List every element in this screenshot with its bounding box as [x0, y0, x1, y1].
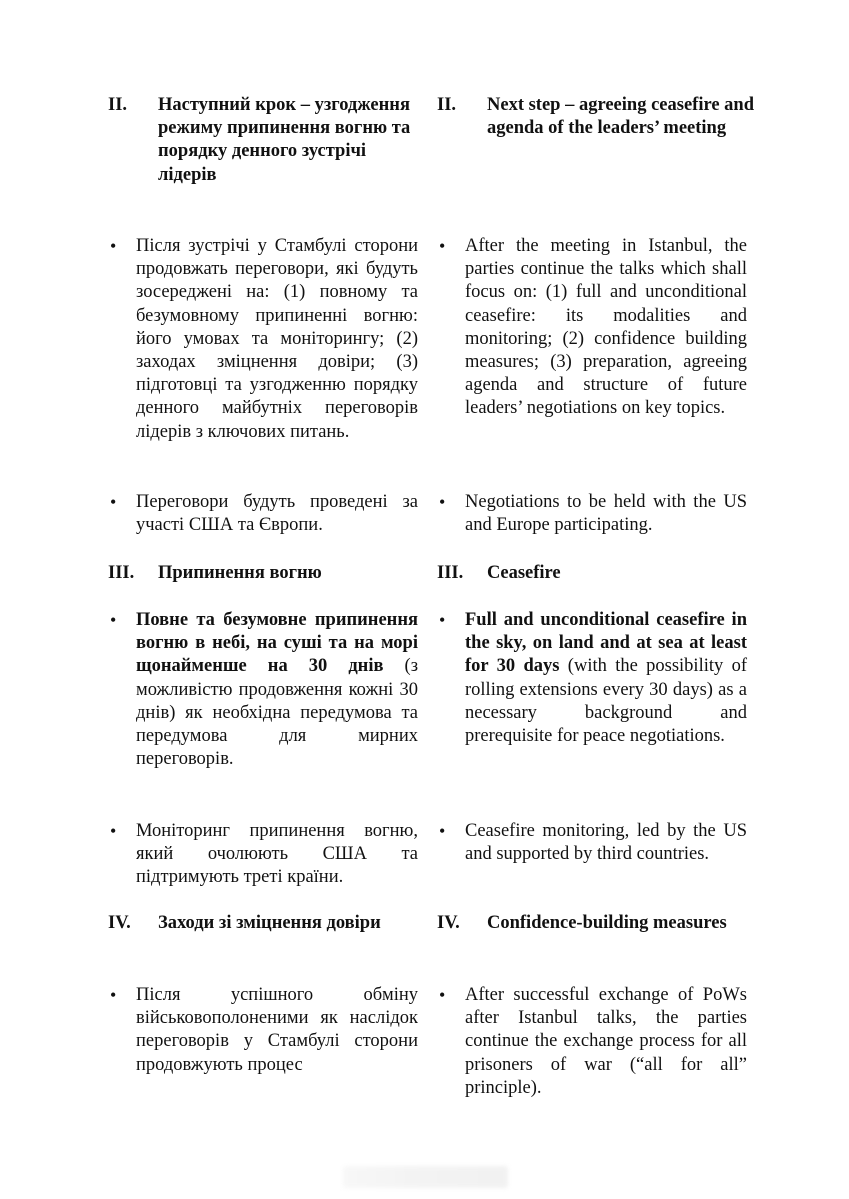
- section-heading-en-3: [437, 562, 757, 585]
- paragraph: After the meeting in Istanbul, the parties continue the talks which shall focus on: (1) full and unconditional ceasefire: its modalities and monitoring; (2) confidence building measures; (3) preparation, agreeing agenda and structure of future leaders’ negotiations on key topics.: [465, 236, 747, 419]
- section-number: II.: [437, 95, 457, 115]
- bold-text: Full and unconditional ceasefire in the sky, on land and at sea at least for 30 days: [465, 610, 747, 677]
- section-heading-en-2: [437, 94, 757, 140]
- paragraph: [465, 609, 747, 748]
- list-item: [108, 491, 418, 537]
- section-title: Припинення вогню: [158, 563, 322, 583]
- list-item: [437, 235, 747, 421]
- list-item: [437, 609, 747, 748]
- section-number: III.: [108, 563, 135, 583]
- bullet-icon: •: [439, 985, 446, 1005]
- list-item: [437, 984, 747, 1100]
- paragraph: Переговори будуть проведені за участі США та Європи.: [136, 492, 418, 536]
- paragraph: Після успішного обміну військовополоненими як наслідок переговорів у Стамбулі сторони продовжують процес: [136, 985, 418, 1075]
- section-heading-ua-4: [108, 912, 428, 935]
- section-title: Заходи зі зміцнення довіри: [158, 913, 381, 933]
- bold-text: Повне та безумовне припинення вогню в небі, на суші та на морі щонайменше на 30 днів: [136, 610, 418, 677]
- bullet-icon: •: [110, 610, 117, 630]
- bullet-icon: •: [439, 610, 446, 630]
- paragraph: Після зустрічі у Стамбулі сторони продовжать переговори, які будуть зосереджені на: (1) повному та безумовному припиненні вогню: його умовах та моніторингу; (2) заходах зміцнення довіри; (3) підготовці та узгодженню порядку денного майбутніх переговорів лідерів з ключових питань.: [136, 236, 418, 442]
- section-title: Next step – agreeing ceasefire and agenda of the leaders’ meeting: [487, 95, 754, 139]
- list-item: [437, 491, 747, 537]
- bullet-icon: •: [110, 985, 117, 1005]
- paragraph: Negotiations to be held with the US and Europe participating.: [465, 492, 747, 536]
- bullet-icon: •: [439, 236, 446, 256]
- regular-text: (з можливістю продовження кожні 30 днів) як необхідна передумова та передумова для мирних переговорів.: [136, 656, 419, 770]
- bullet-icon: •: [439, 821, 446, 841]
- paragraph: Моніторинг припинення вогню, який очолюють США та підтримують треті країни.: [136, 821, 418, 888]
- section-heading-ua-2: [108, 94, 428, 187]
- regular-text: (with the possibility of rolling extensions every 30 days) as a necessary background and prerequisite for peace negotiations.: [465, 656, 747, 747]
- bullet-icon: •: [439, 492, 446, 512]
- list-item: [108, 609, 418, 771]
- section-heading-ua-3: [108, 562, 428, 585]
- section-number: III.: [437, 563, 464, 583]
- list-item: [437, 820, 747, 866]
- list-item: [108, 235, 418, 444]
- list-item: [108, 984, 418, 1077]
- section-title: Confidence-building measures: [487, 913, 727, 933]
- paragraph: [136, 609, 418, 771]
- list-item: [108, 820, 418, 890]
- section-title: Наступний крок – узгодження режиму припинення вогню та порядку денного зустрічі лідерів: [158, 95, 411, 185]
- watermark: [343, 1166, 508, 1188]
- bullet-icon: •: [110, 492, 117, 512]
- paragraph: Ceasefire monitoring, led by the US and supported by third countries.: [465, 821, 747, 865]
- section-number: IV.: [108, 913, 131, 933]
- bullet-icon: •: [110, 821, 117, 841]
- paragraph: After successful exchange of PoWs after Istanbul talks, the parties continue the exchange process for all prisoners of war (“all for all” principle).: [465, 985, 747, 1098]
- section-heading-en-4: [437, 912, 757, 935]
- bullet-icon: •: [110, 236, 117, 256]
- section-number: IV.: [437, 913, 460, 933]
- section-title: Ceasefire: [487, 563, 561, 583]
- section-number: II.: [108, 95, 128, 115]
